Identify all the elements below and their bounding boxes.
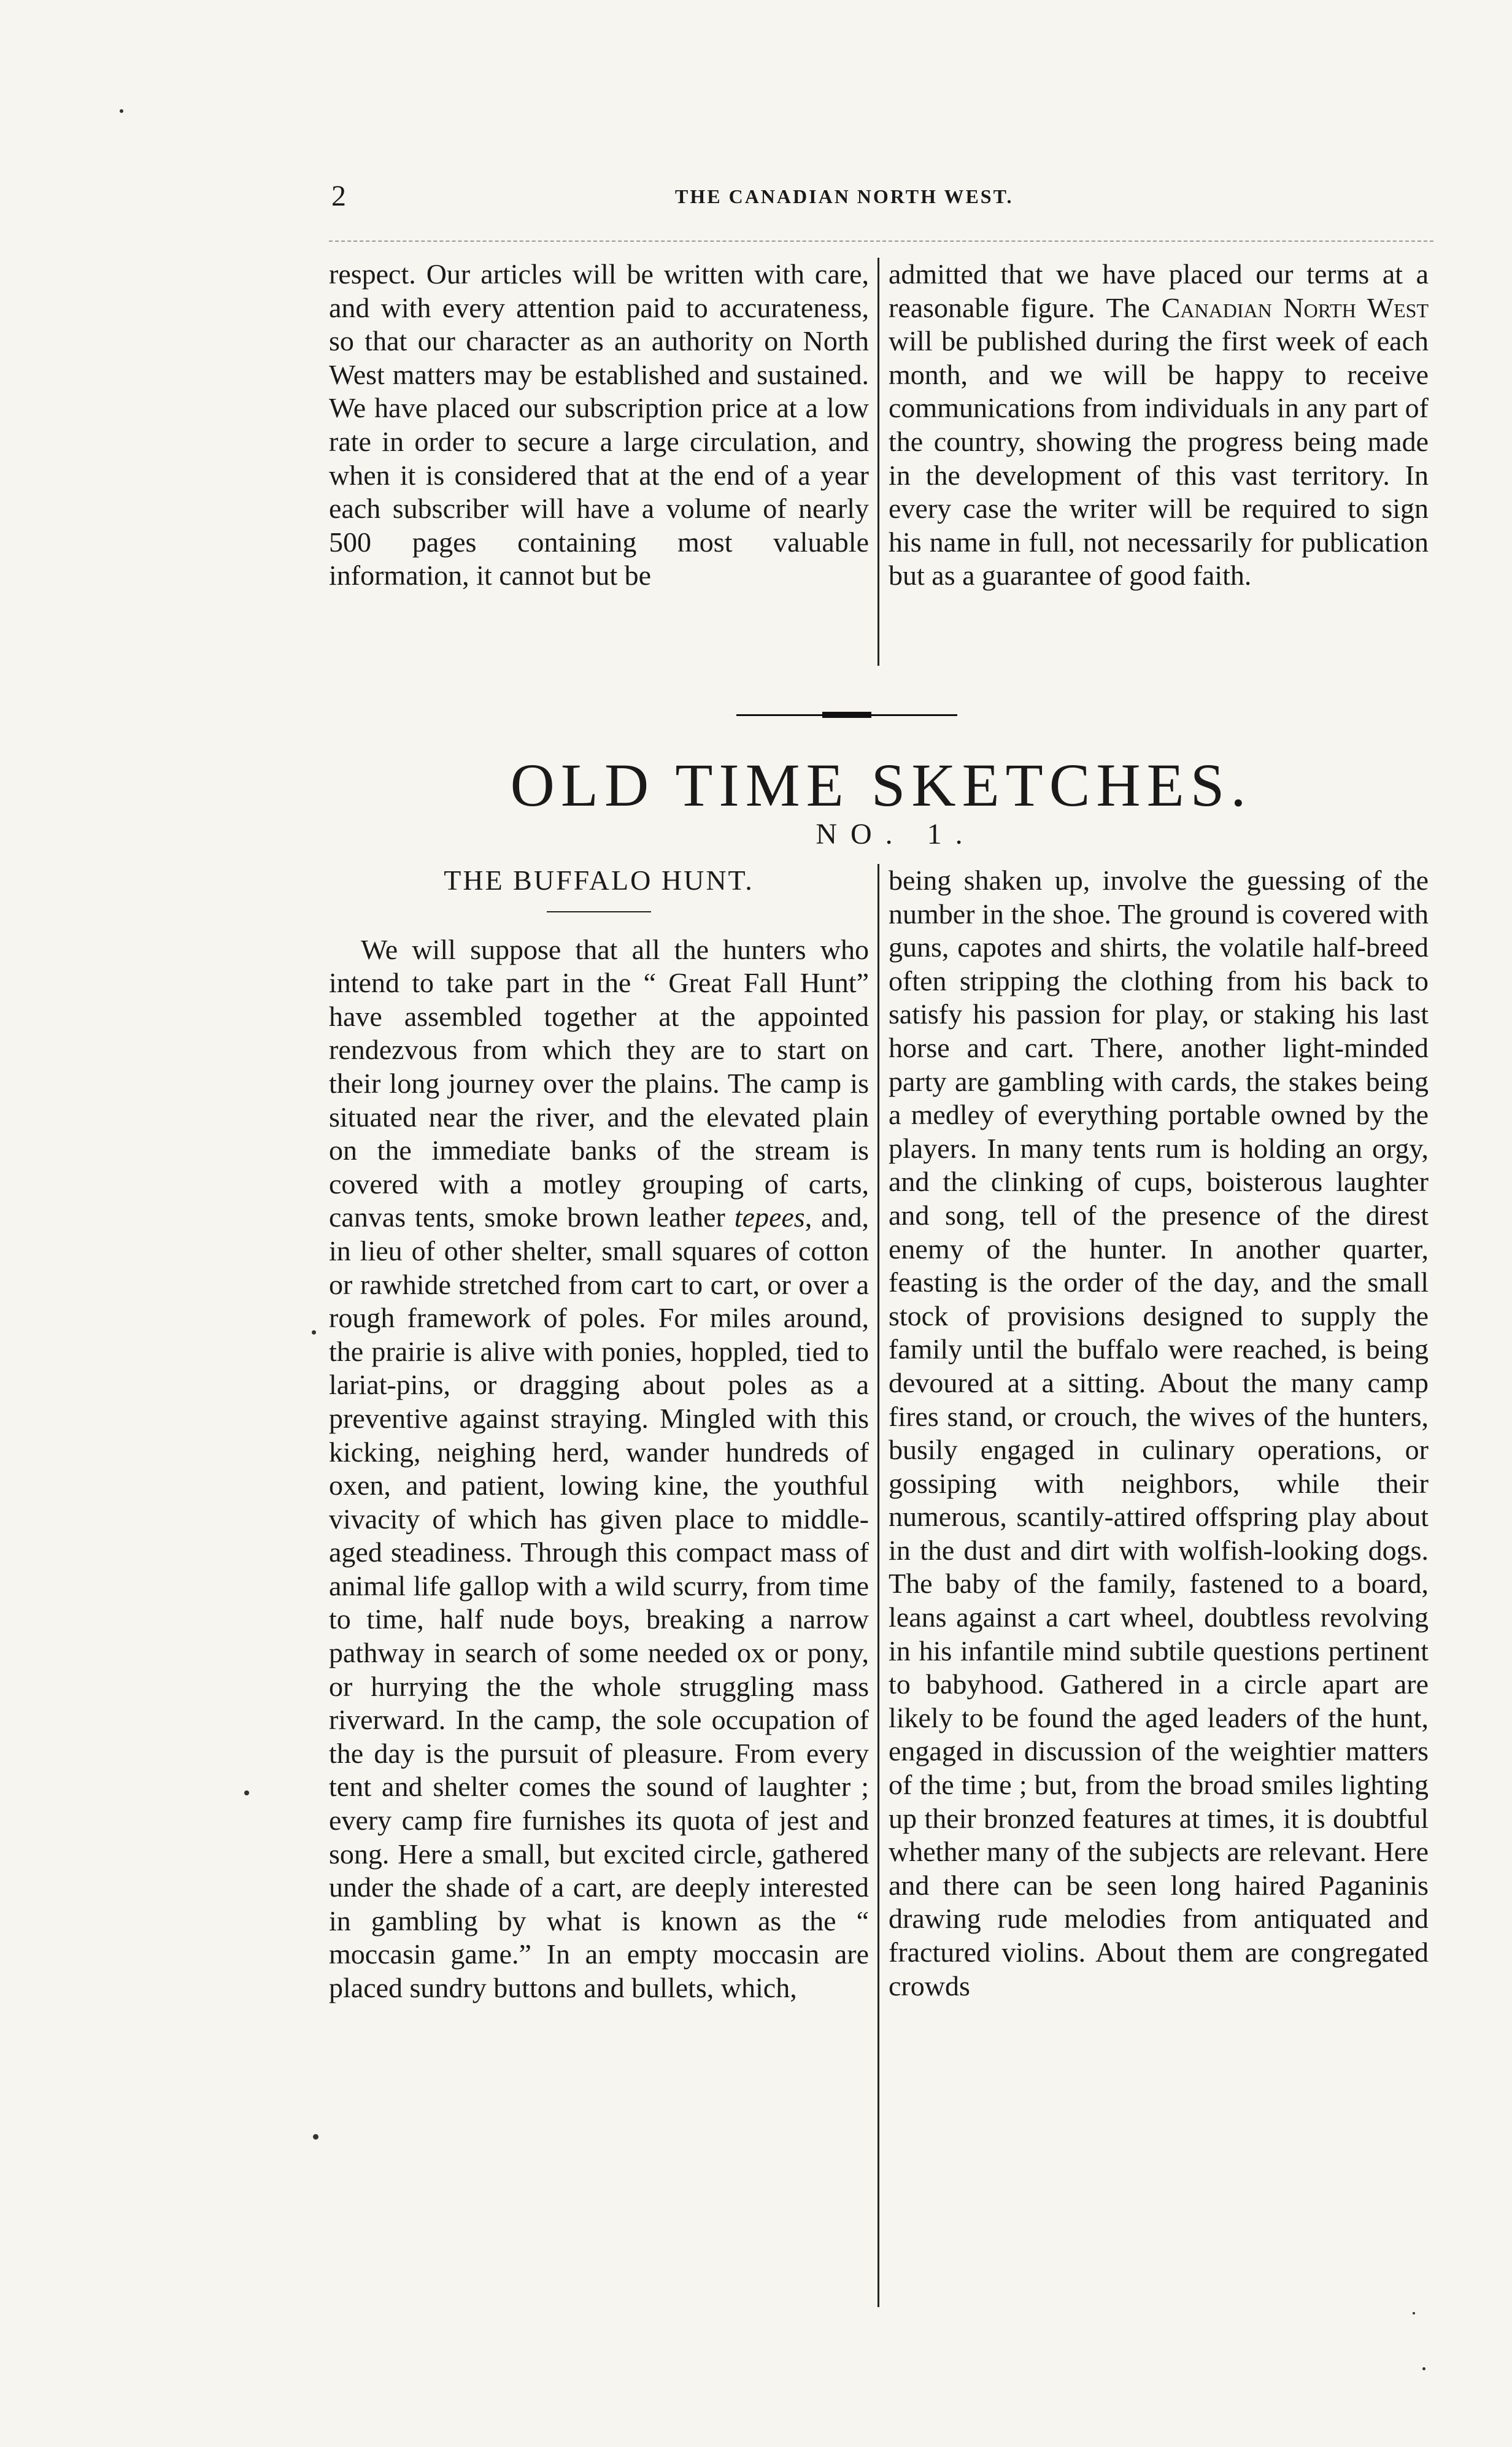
intro-right-column: [889, 258, 1429, 593]
page-header: [331, 179, 1430, 216]
stray-mark: [1413, 2312, 1415, 2314]
column-divider-body: [878, 864, 879, 2307]
page-number: 2: [331, 180, 346, 212]
article-left-column: [329, 864, 869, 2005]
article-heading: THE BUFFALO HUNT.: [444, 865, 754, 896]
section-subtitle: NO. 1.: [816, 818, 976, 850]
stray-mark: [313, 2134, 318, 2140]
article-heading-rule: [547, 911, 651, 912]
article-right-paragraph: being shaken up, involve the guessing of the number in the shoe. The ground is covered with guns, capotes and shirts, the volatile half-breed often stripping the clothing from his back to satisfy his passion for play, or staking his last horse and cart. There, another light-minded party are gambling with cards, the stakes being a medley of everything portable owned by the players. In many tents rum is holding an orgy, and the clinking of cups, boisterous laughter and song, tell of the presence of the direst enemy of the hunter. In another quarter, feasting is the order of the day, and the small stock of provisions designed to supply the family until the buffalo were reached, is being devoured at a sitting. About the many camp fires stand, or crouch, the wives of the hunters, busily engaged in culinary operations, or gossiping with neighbors, while their numerous, scantily-attired offspring play about in the dust and dirt with wolfish-looking dogs. The baby of the family, fastened to a board, leans against a cart wheel, doubtless revolving in his infantile mind subtile questions pertinent to babyhood. Gathered in a circle apart are likely to be found the aged leaders of the hunt, engaged in discussion of the weightier matters of the time ; but, from the broad smiles lighting up their bronzed features at times, it is doubtful whether many of the subjects are relevant. Here and there can be seen long haired Paganinis drawing rude melodies from antiquated and fractured violins. About them are congregated crowds: [889, 865, 1429, 2002]
article-right-column: [889, 864, 1429, 2003]
publication-name: Canadian North West: [1161, 291, 1429, 323]
running-title: THE CANADIAN NORTH WEST.: [675, 185, 1014, 207]
article-left-text-1: We will suppose that all the hunters who intend to take part in the “ Great Fall Hunt” have assembled together at the appointed rendezvous from which they are to start on their long journey over the plains. The camp is situated near the river, and the elevated plain on the immediate banks of the stream is covered with a motley grouping of carts, canvas tents, smoke brown leather: [329, 933, 869, 1233]
stray-mark: [244, 1790, 249, 1795]
intro-left-paragraph: respect. Our articles will be written with care, and with every attention paid to accurateness, so that our character as an authority on North West matters may be established and sustained. We have placed our subscription price at a low rate in order to secure a large circulation, and when it is considered that at the end of a year each subscriber will have a volume of nearly 500 pages containing most valuable information, it cannot but be: [329, 258, 869, 592]
section-title: OLD TIME SKETCHES.: [510, 751, 1252, 819]
stray-mark: [312, 1330, 316, 1335]
ornament-center: [822, 712, 871, 718]
intro-right-paragraph: [889, 258, 1429, 593]
intro-left-column: [329, 258, 869, 593]
stray-mark: [1422, 2367, 1425, 2370]
intro-right-text-2: will be published during the first week of each month, and we will be happy to receive communications from individuals in any part of the country, showing the progress being made in the development of this vast territory. In every case the writer will be required to sign his name in full, not necessarily for publication but as a guarantee of good faith.: [889, 325, 1429, 592]
column-divider-top: [878, 258, 879, 666]
header-rule: [329, 241, 1433, 242]
intro-right-text-1: admitted that we have placed our terms at a reasonable figure. The: [889, 258, 1429, 323]
article-left-paragraph: [329, 933, 869, 2005]
article-left-text-2: , and, in lieu of other shelter, small squares of cotton or rawhide stretched from cart to cart, or over a rough framework of poles. For miles around, the prairie is alive with ponies, hoppled, tied to lariat-pins, or dragging about poles as a preventive against straying. Mingled with this kicking, neighing herd, wander hundreds of oxen, and patient, lowing kine, the youthful vivacity of which has given place to middle-aged steadiness. Through this compact mass of animal life gallop with a wild scurry, from time to time, half nude boys, breaking a narrow pathway in search of some needed ox or pony, or hurrying the the whole struggling mass riverward. In the camp, the sole occupation of the day is the pursuit of pleasure. From every tent and shelter comes the sound of laughter ; every camp fire furnishes its quota of jest and song. Here a small, but excited circle, gathered under the shade of a cart, are deeply interested in gambling by what is known as the “ moccasin game.” In an empty moccasin are placed sundry buttons and bullets, which,: [329, 1201, 869, 2003]
section-ornament: [736, 713, 957, 717]
stray-mark: [120, 109, 123, 113]
article-italic-word: tepees: [734, 1201, 805, 1233]
